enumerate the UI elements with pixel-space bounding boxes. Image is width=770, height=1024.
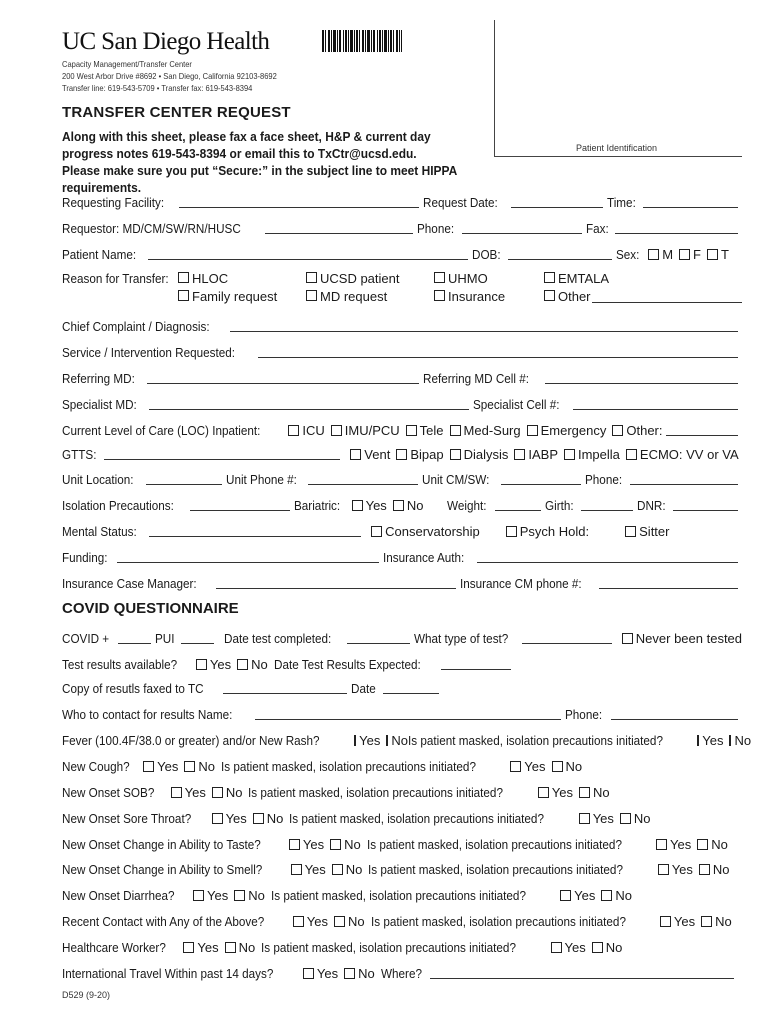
weight-label: Weight:: [447, 498, 487, 513]
specialist-cell-field[interactable]: [573, 395, 738, 410]
results-yes-label: Yes: [209, 657, 232, 672]
who-contact-phone-label: Phone:: [565, 707, 603, 722]
travel-yes-label: Yes: [316, 966, 339, 981]
loc-other-checkbox[interactable]: [612, 425, 623, 436]
insurance-auth-label: Insurance Auth:: [382, 550, 464, 565]
reason-hloc[interactable]: HLOC: [178, 271, 228, 286]
smell-yes-checkbox[interactable]: [291, 864, 302, 875]
row-results-available: [62, 650, 742, 672]
gtts-vent-checkbox[interactable]: [350, 449, 361, 460]
dnr-field[interactable]: [673, 496, 738, 511]
reason-other-field[interactable]: [592, 302, 742, 303]
healthcare-yes-label: Yes: [197, 940, 219, 955]
specialist-md-label: Specialist MD:: [62, 397, 137, 412]
q-healthcare-label: Healthcare Worker?: [62, 940, 166, 955]
q-contact-label: Recent Contact with Any of the Above?: [62, 914, 265, 929]
row-q-travel: [62, 959, 738, 981]
q-taste-label: New Onset Change in Ability to Taste?: [62, 837, 261, 852]
contact-no-checkbox[interactable]: [334, 916, 345, 927]
row-q-smell: [62, 855, 742, 877]
row-patient-name: [62, 240, 742, 262]
diarrhea-masked-no-label: No: [615, 888, 632, 903]
reason-label: Reason for Transfer:: [62, 271, 169, 286]
unit-cm-label: Unit CM/SW:: [422, 472, 490, 487]
smell-yes-label: Yes: [304, 862, 326, 877]
loc-tele-checkbox[interactable]: [406, 425, 417, 436]
form-number: D529 (9-20): [62, 990, 111, 1000]
phone-field[interactable]: [462, 219, 582, 234]
healthcare-masked-yes-label: Yes: [564, 940, 586, 955]
diarrhea-masked-no-checkbox[interactable]: [601, 890, 612, 901]
diarrhea-yes-label: Yes: [207, 888, 229, 903]
requesting-facility-label: Requesting Facility:: [62, 195, 165, 210]
sex-f-label: F: [693, 247, 701, 262]
fever-masked-no-label: No: [734, 733, 752, 748]
fax-field[interactable]: [615, 219, 738, 234]
healthcare-masked-yes-checkbox[interactable]: [551, 942, 562, 953]
never-tested-checkbox[interactable]: [622, 633, 633, 644]
specialist-cell-label: Specialist Cell #:: [473, 397, 560, 412]
cough-masked-label: Is patient masked, isolation precautions initiated?: [221, 759, 476, 774]
funding-label: Funding:: [62, 550, 108, 565]
loc-medsurg-checkbox[interactable]: [450, 425, 461, 436]
sob-no-checkbox[interactable]: [212, 787, 223, 798]
request-date-field[interactable]: [511, 193, 603, 208]
loc-icu-label: ICU: [302, 423, 325, 438]
covid-section-title: COVID QUESTIONNAIRE: [62, 600, 239, 617]
sob-no-label: No: [225, 785, 243, 800]
cough-masked-no-label: No: [565, 759, 583, 774]
fever-masked-yes-label: Yes: [702, 733, 724, 748]
sitter-checkbox[interactable]: [625, 526, 636, 537]
throat-masked-no-label: No: [633, 811, 651, 826]
pui-field[interactable]: [181, 629, 214, 644]
throat-yes-checkbox[interactable]: [212, 813, 223, 824]
reason-family-request[interactable]: Family request: [178, 289, 277, 304]
fever-masked-yes-checkbox[interactable]: [697, 735, 699, 746]
current-loc-label: Current Level of Care (LOC) Inpatient:: [62, 423, 261, 438]
address-line-2: 200 West Arbor Drive #8692 • San Diego, California 92103-8692: [62, 72, 277, 81]
dnr-label: DNR:: [637, 498, 666, 513]
row-service: [62, 338, 742, 360]
time-label: Time:: [606, 195, 636, 210]
unit-phone-label: Unit Phone #:: [225, 472, 297, 487]
bariatric-yes-checkbox[interactable]: [352, 500, 363, 511]
pui-label: PUI: [155, 631, 175, 646]
chief-complaint-label: Chief Complaint / Diagnosis:: [62, 319, 210, 334]
insurance-cm-label: Insurance Case Manager:: [62, 576, 197, 591]
throat-masked-no-checkbox[interactable]: [620, 813, 631, 824]
travel-yes-checkbox[interactable]: [303, 968, 314, 979]
sob-masked-label: Is patient masked, isolation precautions initiated?: [248, 785, 504, 800]
row-q-fever: [62, 726, 752, 748]
funding-field[interactable]: [117, 548, 379, 563]
fever-no-checkbox[interactable]: [386, 735, 388, 746]
row-current-loc: [62, 416, 742, 438]
taste-yes-checkbox[interactable]: [289, 839, 300, 850]
throat-masked-label: Is patient masked, isolation precautions initiated?: [289, 811, 545, 826]
ucsd-health-logo: UC San Diego Health: [62, 28, 270, 55]
sob-yes-label: Yes: [184, 785, 206, 800]
contact-masked-no-checkbox[interactable]: [701, 916, 712, 927]
sob-masked-no-label: No: [592, 785, 610, 800]
bariatric-no-label: No: [406, 498, 424, 513]
throat-masked-yes-label: Yes: [592, 811, 614, 826]
reason-other[interactable]: Other: [544, 289, 591, 304]
weight-field[interactable]: [495, 496, 541, 511]
insurance-cm-phone-label: Insurance CM phone #:: [459, 576, 582, 591]
unit-cm-field[interactable]: [501, 470, 581, 485]
taste-yes-label: Yes: [302, 837, 325, 852]
row-requesting-facility: [62, 188, 742, 210]
patient-name-label: Patient Name:: [62, 247, 137, 262]
row-q-cough: [62, 752, 742, 774]
travel-where-label: Where?: [380, 966, 422, 981]
gtts-bipap-label: Bipap: [410, 447, 444, 462]
sitter-label: Sitter: [639, 524, 670, 539]
mental-status-field[interactable]: [149, 522, 361, 537]
requesting-facility-field[interactable]: [179, 193, 419, 208]
sex-t-label: T: [720, 247, 729, 262]
diarrhea-no-label: No: [248, 888, 265, 903]
isolation-label: Isolation Precautions:: [62, 498, 174, 513]
requestor-field[interactable]: [265, 219, 413, 234]
sob-masked-yes-checkbox[interactable]: [538, 787, 549, 798]
travel-no-label: No: [358, 966, 375, 981]
contact-yes-checkbox[interactable]: [293, 916, 304, 927]
reason-uhmo[interactable]: UHMO: [434, 271, 488, 286]
copy-faxed-date-field[interactable]: [383, 679, 439, 694]
row-funding: [62, 543, 742, 565]
row-unit: [62, 465, 742, 487]
instructions: Along with this sheet, please fax a face sheet, H&P & current day progress notes 619-543-8394 or email this to TxCtr@ucsd.edu. Please make sure you put “Secure:” in the subject line to meet HIPPA requirements.: [62, 129, 457, 195]
unit-location-field[interactable]: [146, 470, 222, 485]
healthcare-no-label: No: [238, 940, 256, 955]
throat-no-checkbox[interactable]: [253, 813, 264, 824]
sob-masked-yes-label: Yes: [551, 785, 573, 800]
isolation-field[interactable]: [190, 496, 290, 511]
contact-masked-no-label: No: [715, 914, 732, 929]
healthcare-masked-no-checkbox[interactable]: [592, 942, 603, 953]
unit-location-label: Unit Location:: [62, 472, 134, 487]
sob-yes-checkbox[interactable]: [171, 787, 182, 798]
travel-no-checkbox[interactable]: [344, 968, 355, 979]
gtts-impella-label: Impella: [577, 447, 620, 462]
row-q-taste: [62, 830, 742, 852]
gtts-impella-checkbox[interactable]: [564, 449, 575, 460]
loc-emergency-checkbox[interactable]: [527, 425, 538, 436]
cough-masked-yes-label: Yes: [524, 759, 546, 774]
row-covid-status: [62, 624, 742, 646]
loc-other-field[interactable]: [666, 421, 738, 436]
requestor-label: Requestor: MD/CM/SW/RN/HUSC: [62, 221, 241, 236]
row-gtts: [62, 440, 742, 462]
smell-no-label: No: [345, 862, 363, 877]
insurance-cm-phone-field[interactable]: [599, 574, 738, 589]
cough-masked-no-checkbox[interactable]: [552, 761, 563, 772]
girth-label: Girth:: [545, 498, 574, 513]
q-fever-label: Fever (100.4F/38.0 or greater) and/or New Rash?: [62, 733, 320, 748]
form-title: TRANSFER CENTER REQUEST: [62, 104, 291, 121]
smell-masked-yes-label: Yes: [671, 862, 693, 877]
referring-md-label: Referring MD:: [62, 371, 135, 386]
loc-medsurg-label: Med-Surg: [463, 423, 521, 438]
throat-no-label: No: [266, 811, 284, 826]
row-q-contact: [62, 907, 742, 929]
q-diarrhea-label: New Onset Diarrhea?: [62, 888, 175, 903]
cough-masked-yes-checkbox[interactable]: [510, 761, 521, 772]
cough-yes-checkbox[interactable]: [143, 761, 154, 772]
throat-yes-label: Yes: [225, 811, 247, 826]
row-q-sob: [62, 778, 742, 800]
girth-field[interactable]: [581, 496, 633, 511]
diarrhea-masked-yes-checkbox[interactable]: [560, 890, 571, 901]
gtts-ecmo-label: ECMO: VV or VA: [639, 447, 739, 462]
loc-imu-checkbox[interactable]: [331, 425, 342, 436]
reason-md-request[interactable]: MD request: [306, 289, 387, 304]
gtts-vent-label: Vent: [364, 447, 391, 462]
sex-m-checkbox[interactable]: [648, 249, 659, 260]
gtts-bipap-checkbox[interactable]: [396, 449, 407, 460]
diarrhea-masked-label: Is patient masked, isolation precautions initiated?: [270, 888, 526, 903]
row-insurance-cm: [62, 569, 742, 591]
date-expected-field[interactable]: [441, 655, 511, 670]
reason-insurance[interactable]: Insurance: [434, 289, 505, 304]
reason-ucsd-patient[interactable]: UCSD patient: [306, 271, 399, 286]
service-label: Service / Intervention Requested:: [62, 345, 236, 360]
reason-emtala[interactable]: EMTALA: [544, 271, 609, 286]
contact-masked-yes-label: Yes: [673, 914, 696, 929]
request-date-label: Request Date:: [423, 195, 499, 210]
travel-where-field[interactable]: [430, 964, 734, 979]
taste-masked-no-label: No: [711, 837, 728, 852]
taste-masked-yes-label: Yes: [670, 837, 692, 852]
q-travel-label: International Travel Within past 14 days?: [62, 966, 274, 981]
bariatric-yes-label: Yes: [365, 498, 387, 513]
sex-m-label: M: [662, 247, 674, 262]
healthcare-no-checkbox[interactable]: [225, 942, 236, 953]
q-cough-label: New Cough?: [62, 759, 130, 774]
bariatric-label: Bariatric:: [294, 498, 341, 513]
q-sob-label: New Onset SOB?: [62, 785, 155, 800]
address-line-1: Capacity Management/Transfer Center: [62, 60, 192, 69]
unit-phone2-label: Phone:: [585, 472, 623, 487]
taste-no-label: No: [344, 837, 361, 852]
dob-field[interactable]: [508, 245, 612, 260]
unit-phone-field[interactable]: [308, 470, 418, 485]
diarrhea-no-checkbox[interactable]: [234, 890, 245, 901]
smell-masked-yes-checkbox[interactable]: [658, 864, 669, 875]
who-contact-field[interactable]: [255, 705, 561, 720]
covid-plus-label: COVID +: [62, 631, 110, 646]
gtts-iabp-label: IABP: [528, 447, 558, 462]
fever-yes-label: Yes: [359, 733, 381, 748]
service-field[interactable]: [258, 343, 738, 358]
copy-faxed-date-label: Date: [351, 681, 377, 696]
gtts-label: GTTS:: [62, 447, 97, 462]
psych-hold-checkbox[interactable]: [506, 526, 517, 537]
fever-yes-checkbox[interactable]: [354, 735, 356, 746]
dob-label: DOB:: [472, 247, 501, 262]
sex-label: Sex:: [616, 247, 640, 262]
smell-masked-label: Is patient masked, isolation precautions initiated?: [368, 862, 624, 877]
taste-no-checkbox[interactable]: [330, 839, 341, 850]
q-throat-label: New Onset Sore Throat?: [62, 811, 192, 826]
mental-status-label: Mental Status:: [62, 524, 137, 539]
conservatorship-label: Conservatorship: [385, 524, 480, 539]
loc-emergency-label: Emergency: [540, 423, 607, 438]
row-chief-complaint: [62, 312, 742, 334]
who-contact-label: Who to contact for results Name:: [62, 707, 233, 722]
type-test-field[interactable]: [522, 629, 612, 644]
results-no-label: No: [251, 657, 268, 672]
results-yes-checkbox[interactable]: [196, 659, 207, 670]
loc-icu-checkbox[interactable]: [288, 425, 299, 436]
row-requestor: [62, 214, 742, 236]
phone-label: Phone:: [416, 221, 454, 236]
fever-masked-no-checkbox[interactable]: [729, 735, 731, 746]
contact-masked-label: Is patient masked, isolation precautions initiated?: [370, 914, 626, 929]
row-specialist: [62, 390, 742, 412]
patient-id-border-vertical: [494, 20, 495, 156]
conservatorship-checkbox[interactable]: [371, 526, 382, 537]
row-who-contact: [62, 700, 742, 722]
loc-other-label: Other:: [626, 423, 663, 438]
never-tested-label: Never been tested: [635, 631, 743, 646]
taste-masked-yes-checkbox[interactable]: [656, 839, 667, 850]
diarrhea-masked-yes-label: Yes: [574, 888, 596, 903]
row-q-throat: [62, 804, 742, 826]
gtts-iabp-checkbox[interactable]: [514, 449, 525, 460]
cough-yes-label: Yes: [157, 759, 179, 774]
taste-masked-label: Is patient masked, isolation precautions initiated?: [366, 837, 622, 852]
diarrhea-yes-checkbox[interactable]: [193, 890, 204, 901]
row-copy-faxed: [62, 674, 742, 696]
covid-plus-field[interactable]: [118, 629, 151, 644]
address-line-3: Transfer line: 619-543-5709 • Transfer fax: 619-543-8394: [62, 84, 253, 93]
fever-no-label: No: [391, 733, 408, 748]
bariatric-no-checkbox[interactable]: [393, 500, 404, 511]
fax-label: Fax:: [585, 221, 609, 236]
insurance-cm-field[interactable]: [216, 574, 456, 589]
unit-phone2-field[interactable]: [630, 470, 738, 485]
cough-no-label: No: [198, 759, 215, 774]
referring-cell-label: Referring MD Cell #:: [422, 371, 529, 386]
loc-imu-label: IMU/PCU: [344, 423, 400, 438]
row-referring-md: [62, 364, 742, 386]
patient-name-field[interactable]: [148, 245, 468, 260]
contact-masked-yes-checkbox[interactable]: [660, 916, 671, 927]
smell-no-checkbox[interactable]: [332, 864, 343, 875]
sob-masked-no-checkbox[interactable]: [579, 787, 590, 798]
chief-complaint-field[interactable]: [230, 317, 738, 332]
gtts-dialysis-checkbox[interactable]: [450, 449, 461, 460]
gtts-field[interactable]: [104, 445, 340, 460]
type-test-label: What type of test?: [413, 631, 508, 646]
copy-faxed-label: Copy of resutls faxed to TC: [62, 681, 204, 696]
cough-no-checkbox[interactable]: [184, 761, 195, 772]
row-q-healthcare: [62, 933, 742, 955]
psych-hold-label: Psych Hold:: [519, 524, 590, 539]
referring-md-field[interactable]: [147, 369, 419, 384]
who-contact-phone-field[interactable]: [611, 705, 739, 720]
barcode: [322, 30, 402, 52]
row-isolation: [62, 491, 742, 513]
date-expected-label: Date Test Results Expected:: [273, 657, 421, 672]
results-available-label: Test results available?: [62, 657, 178, 672]
date-completed-label: Date test completed:: [224, 631, 332, 646]
fever-masked-label: Is patient masked, isolation precautions initiated?: [407, 733, 663, 748]
contact-no-label: No: [347, 914, 365, 929]
healthcare-masked-no-label: No: [605, 940, 623, 955]
row-mental-status: [62, 517, 742, 539]
date-completed-field[interactable]: [347, 629, 409, 644]
copy-faxed-field[interactable]: [223, 679, 347, 694]
results-no-checkbox[interactable]: [237, 659, 248, 670]
patient-id-border-horizontal: [494, 156, 742, 157]
healthcare-masked-label: Is patient masked, isolation precautions initiated?: [261, 940, 517, 955]
smell-masked-no-label: No: [712, 862, 730, 877]
taste-masked-no-checkbox[interactable]: [697, 839, 708, 850]
gtts-dialysis-label: Dialysis: [463, 447, 509, 462]
row-q-diarrhea: [62, 881, 742, 903]
throat-masked-yes-checkbox[interactable]: [579, 813, 590, 824]
referring-cell-field[interactable]: [545, 369, 738, 384]
healthcare-yes-checkbox[interactable]: [183, 942, 194, 953]
patient-identification-label: Patient Identification: [576, 143, 658, 153]
smell-masked-no-checkbox[interactable]: [699, 864, 710, 875]
gtts-ecmo-checkbox[interactable]: [626, 449, 637, 460]
sex-t-checkbox[interactable]: [707, 249, 718, 260]
sex-f-checkbox[interactable]: [679, 249, 690, 260]
specialist-md-field[interactable]: [149, 395, 469, 410]
insurance-auth-field[interactable]: [477, 548, 738, 563]
q-smell-label: New Onset Change in Ability to Smell?: [62, 862, 263, 877]
time-field[interactable]: [643, 193, 738, 208]
contact-yes-label: Yes: [306, 914, 328, 929]
loc-tele-label: Tele: [419, 423, 444, 438]
